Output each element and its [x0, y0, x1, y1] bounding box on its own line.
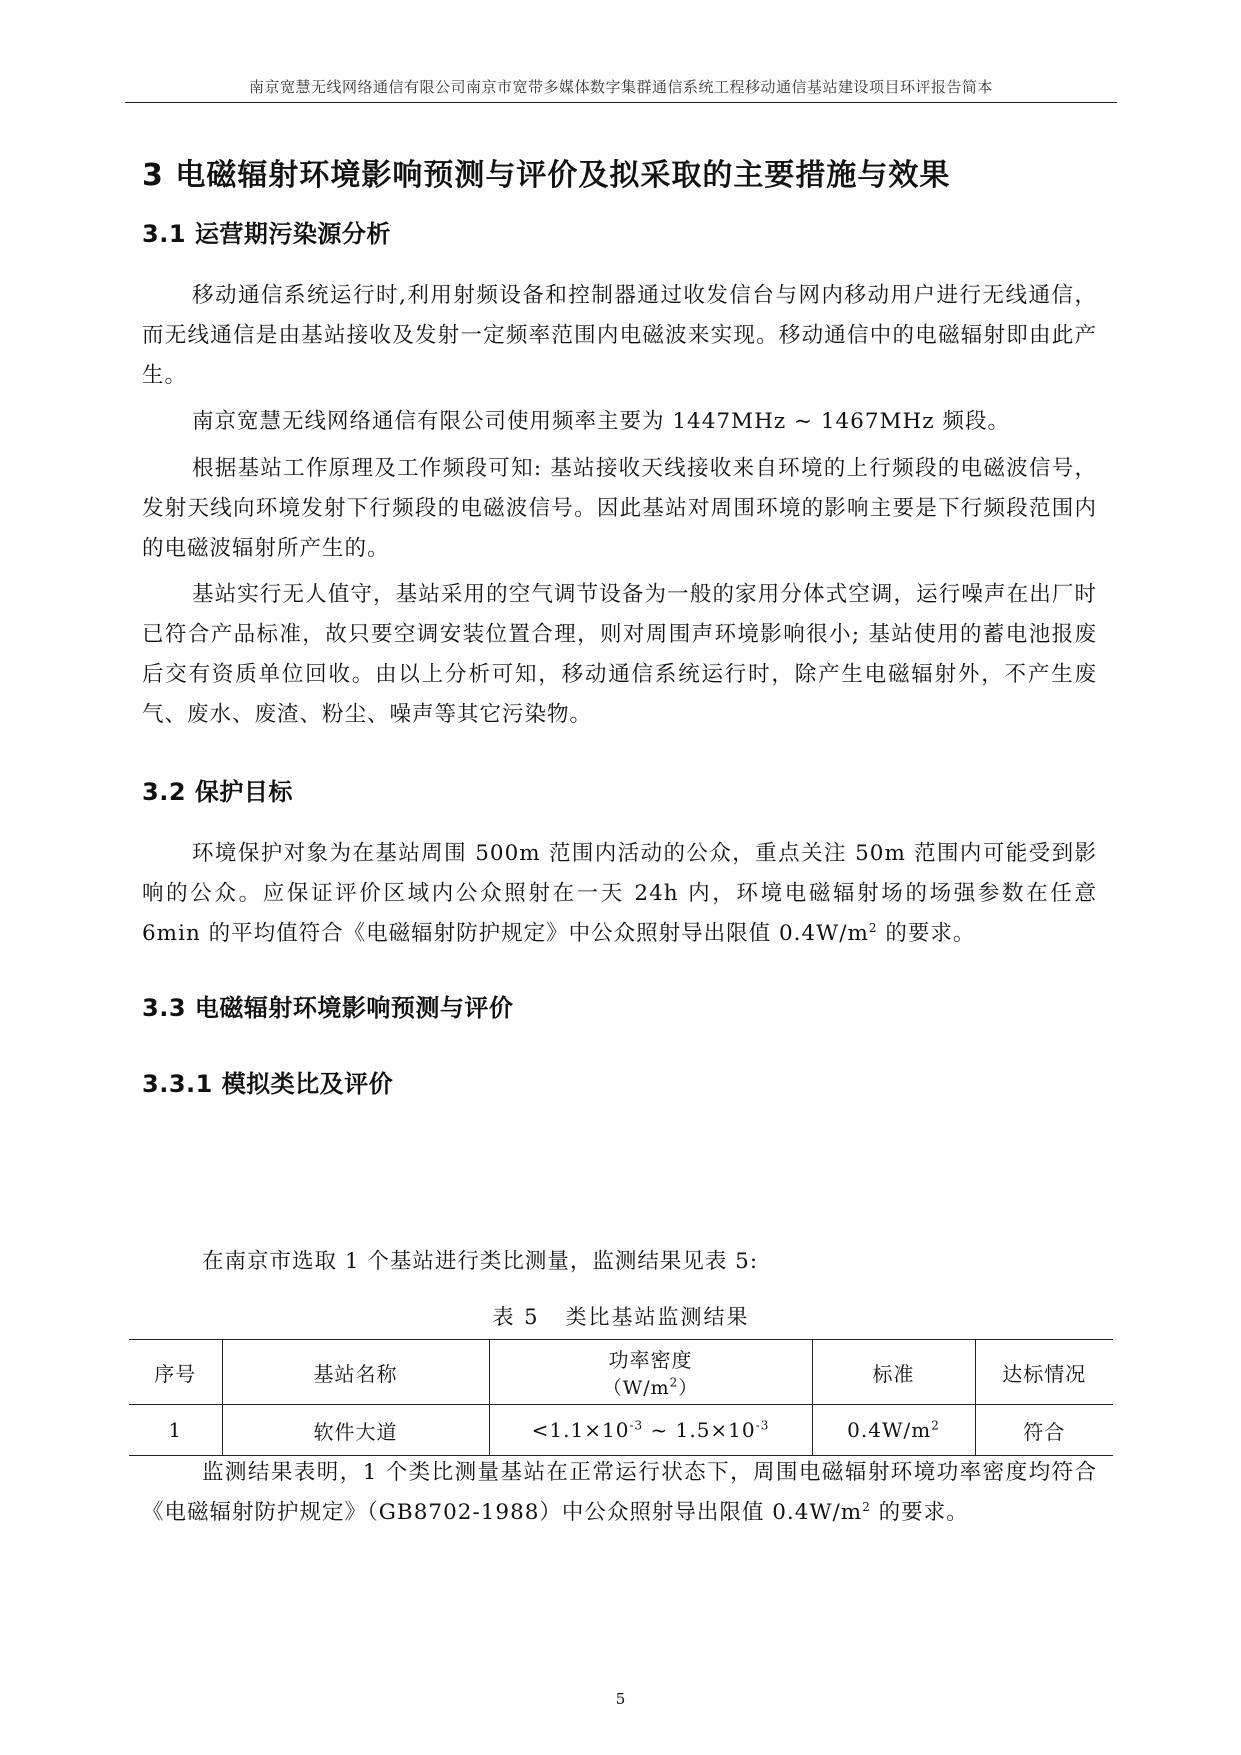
table-caption: [125, 1301, 1117, 1331]
table-header-row: [129, 1340, 1113, 1405]
table-intro: 在南京市选取 1 个基站进行类比测量，监测结果见表 5:: [202, 1249, 759, 1274]
superscript: 2: [868, 920, 878, 935]
paragraph-3-1-1: 移动通信系统运行时,利用射频设备和控制器通过收发信台与网内移动用户进行无线通信，而无线通信是由基站接收及发射一定频率范围内电磁波来实现。移动通信中的电磁辐射即由此产生。: [142, 283, 1097, 388]
header-compliance: 达标情况: [975, 1340, 1113, 1405]
superscript: 2: [862, 1499, 871, 1514]
conclusion-paragraph: [142, 1453, 1097, 1533]
paragraph-3-1-2: 南京宽慧无线网络通信有限公司使用频率主要为 1447MHz ~ 1467MHz 频段。: [192, 409, 1010, 434]
header-rule: [125, 102, 1117, 103]
section-heading-3-2: 3.2 保护目标: [142, 778, 293, 806]
header-power-density-label: 功率密度: [608, 1348, 693, 1372]
chapter-title: 3 电磁辐射环境影响预测与评价及拟采取的主要措施与效果: [142, 158, 951, 193]
page-number: 5: [615, 1690, 626, 1708]
cell-power-density: $<1.1\times 10^{-3}$ ~ $1.5\times 10^{-3}$: [489, 1405, 812, 1456]
section-heading-3-1: 3.1 运营期污染源分析: [142, 220, 391, 248]
section-heading-3-3-1: 3.3.1 模拟类比及评价: [142, 1070, 394, 1098]
paragraph-3-2-tail: 的要求。: [877, 921, 976, 946]
conclusion-text: 监测结果表明，1 个类比测量基站在正常运行状态下，周围电磁辐射环境功率密度均符合《电磁辐射防护规定》（GB8702-1988）中公众照射导出限值 0.4W/m: [142, 1460, 1097, 1525]
table-row: [129, 1405, 1113, 1456]
header-index: 序号: [129, 1340, 222, 1405]
cell-standard: $0.4W/m^2$: [812, 1405, 975, 1456]
running-header: 南京宽慧无线网络通信有限公司南京市宽带多媒体数字集群通信系统工程移动通信基站建设项目环评报告简本: [248, 78, 993, 96]
cell-compliance: 符合: [975, 1405, 1113, 1456]
paragraph-3-1-3: 根据基站工作原理及工作频段可知: 基站接收天线接收来自环境的上行频段的电磁波信号，发射天线向环境发射下行频段的电磁波信号。因此基站对周围环境的影响主要是下行频段范围内的电磁波辐射所产生的。: [142, 456, 1097, 561]
monitoring-table: [129, 1339, 1113, 1456]
conclusion-tail: 的要求。: [870, 1500, 969, 1525]
paragraph-3-2: [142, 834, 1097, 954]
paragraph-3-1-4: 基站实行无人值守，基站采用的空气调节设备为一般的家用分体式空调，运行噪声在出厂时已符合产品标准，故只要空调安装位置合理，则对周围声环境影响很小; 基站使用的蓄电池报废后交有资质单位回收。由以上分析可知，移动通信系统运行时，除产生电磁辐射外，不产生废气、废水、废渣、粉尘、噪声等其它污染物。: [142, 582, 1097, 727]
table-caption-title: 类比基站监测结果: [565, 1305, 750, 1329]
cell-index: 1: [129, 1405, 222, 1456]
header-station-name: 基站名称: [222, 1340, 489, 1405]
header-power-density-unit: $(W/m^2)$: [602, 1375, 699, 1399]
header-standard: 标准: [812, 1340, 975, 1405]
paragraph-3-2-text: 环境保护对象为在基站周围 500m 范围内活动的公众，重点关注 50m 范围内可能受到影响的公众。应保证评价区域内公众照射在一天 24h 内，环境电磁辐射场的场强参数在任意 6min 的平均值符合《电磁辐射防护规定》中公众照射导出限值 0.4W/m: [142, 841, 1097, 946]
header-power-density: [489, 1340, 812, 1405]
section-heading-3-3: 3.3 电磁辐射环境影响预测与评价: [142, 994, 514, 1022]
cell-station-name: 软件大道: [222, 1405, 489, 1456]
table-caption-number: 表 5: [492, 1305, 540, 1329]
